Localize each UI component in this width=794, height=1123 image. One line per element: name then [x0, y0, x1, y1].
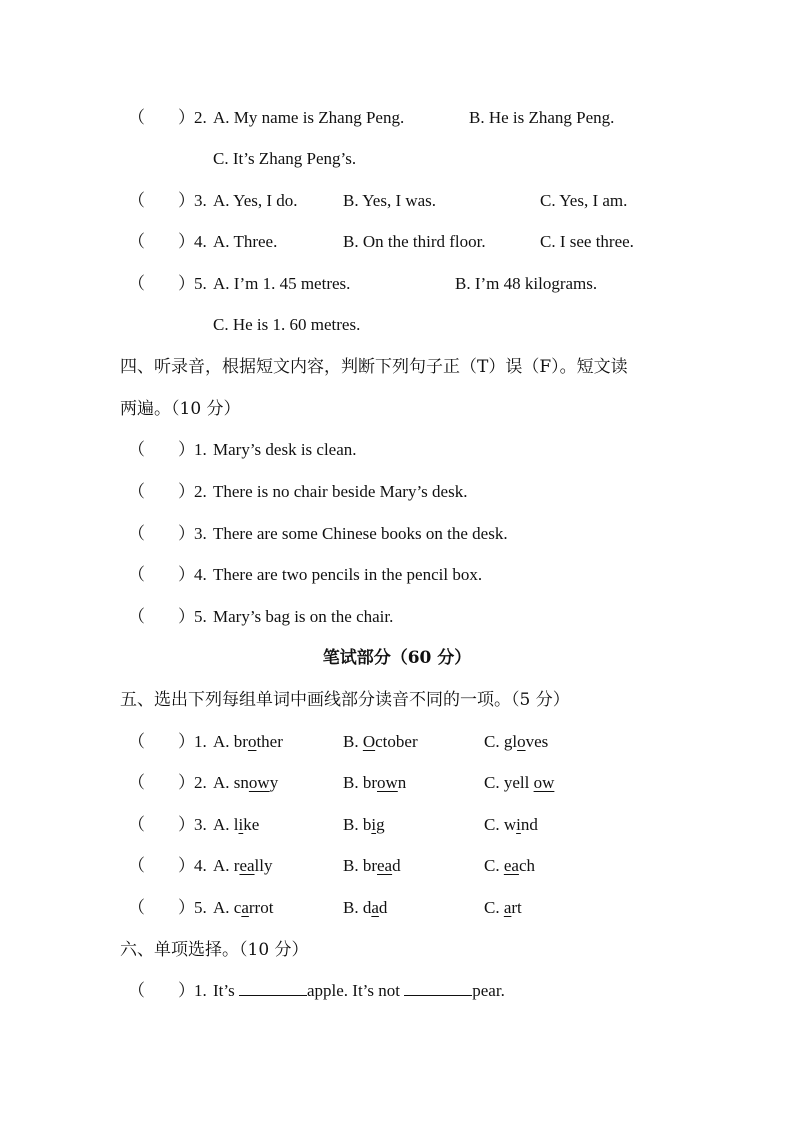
option-b: B. He is Zhang Peng.: [469, 108, 615, 127]
question-number: 4.: [194, 856, 207, 875]
option-c: C. Yes, I am.: [540, 191, 628, 210]
question-number: 3.: [194, 191, 207, 210]
option-b: B. October: [343, 732, 418, 751]
option-c: C. yell ow: [484, 773, 555, 792]
option-a: A. like: [213, 815, 260, 834]
question-number: 5.: [194, 274, 207, 293]
question-number: 1.: [194, 732, 207, 751]
underlined-letters: a: [371, 898, 379, 917]
underlined-letters: ea: [239, 856, 255, 875]
question-number: 1.: [194, 440, 207, 459]
underlined-letters: i: [371, 815, 377, 834]
option-b: B. bread: [343, 856, 401, 875]
option-b: B. big: [343, 815, 385, 834]
section4-title-line2: 两遍。（10 分）: [120, 399, 241, 419]
underlined-letters: ea: [503, 856, 519, 875]
underlined-letters: o: [247, 732, 257, 751]
option-b: B. dad: [343, 898, 388, 917]
option-b: B. brown: [343, 773, 407, 792]
section6-title: 六、单项选择。（10 分）: [120, 940, 309, 960]
underlined-letters: a: [241, 898, 249, 917]
question-number: 2.: [194, 773, 207, 792]
option-a: A. My name is Zhang Peng.: [213, 108, 405, 127]
option-a: A. carrot: [213, 898, 274, 917]
question-number: 1.: [194, 981, 207, 1000]
question-number: 2.: [194, 108, 207, 127]
fill-blank[interactable]: [239, 981, 307, 996]
fill-blank[interactable]: [404, 981, 472, 996]
option-c: C. gloves: [484, 732, 549, 751]
question-number: 4.: [194, 565, 207, 584]
option-b: B. On the third floor.: [343, 232, 486, 251]
option-c: C. each: [484, 856, 535, 875]
option-b: B. Yes, I was.: [343, 191, 437, 210]
option-a: A. brother: [213, 732, 283, 751]
statement-text: There is no chair beside Mary’s desk.: [213, 482, 468, 501]
statement-text: Mary’s desk is clean.: [213, 440, 357, 459]
option-c: C. I see three.: [540, 232, 634, 251]
option-c: C. art: [484, 898, 522, 917]
option-a: A. snowy: [213, 773, 279, 792]
underlined-letters: i: [238, 815, 244, 834]
section4-title-line1: 四、听录音，根据短文内容，判断下列句子正（T）误（F）。短文读: [120, 357, 628, 377]
question-number: 4.: [194, 232, 207, 251]
underlined-letters: ea: [377, 856, 393, 875]
option-b: B. I’m 48 kilograms.: [455, 274, 598, 293]
underlined-letters: O: [362, 732, 376, 751]
section5-title: 五、选出下列每组单词中画线部分读音不同的一项。（5 分）: [120, 690, 570, 710]
underlined-letters: a: [503, 898, 512, 917]
option-c: C. It’s Zhang Peng’s.: [213, 149, 357, 168]
underlined-letters: o: [517, 732, 526, 751]
statement-text: There are two pencils in the pencil box.: [213, 565, 483, 584]
option-a: A. really: [213, 856, 273, 875]
underlined-letters: ow: [248, 773, 270, 792]
statement-text: Mary’s bag is on the chair.: [213, 607, 394, 626]
question-text: It’s apple. It’s not pear.: [213, 981, 505, 1000]
question-number: 5.: [194, 898, 207, 917]
written-part-title: 笔试部分（60 分）: [322, 648, 472, 668]
option-c: C. He is 1. 60 metres.: [213, 315, 361, 334]
question-number: 2.: [194, 482, 207, 501]
question-number: 3.: [194, 815, 207, 834]
option-a: A. Three.: [213, 232, 278, 251]
underlined-letters: ow: [377, 773, 398, 792]
underlined-letters: ow: [533, 773, 555, 792]
question-number: 3.: [194, 524, 207, 543]
question-number: 5.: [194, 607, 207, 626]
underlined-letters: i: [516, 815, 521, 834]
option-a: A. Yes, I do.: [213, 191, 298, 210]
option-c: C. wind: [484, 815, 538, 834]
option-a: A. I’m 1. 45 metres.: [213, 274, 351, 293]
statement-text: There are some Chinese books on the desk.: [213, 524, 508, 543]
